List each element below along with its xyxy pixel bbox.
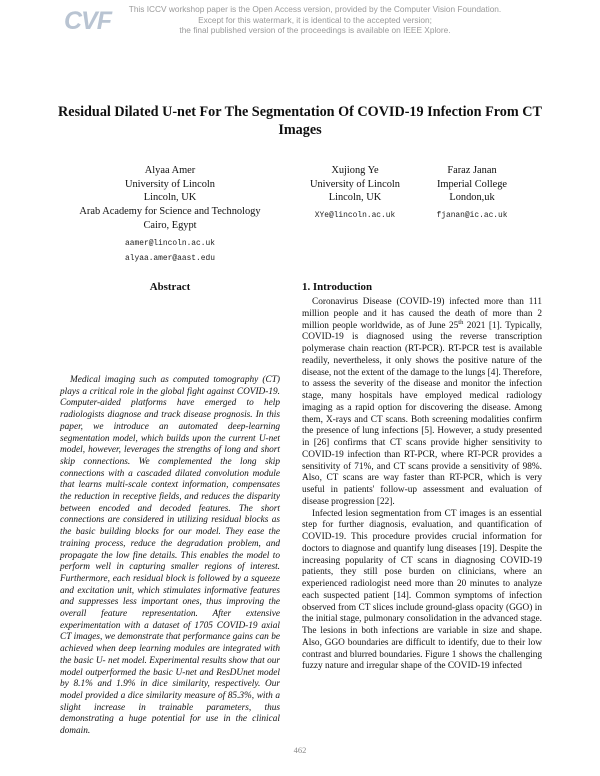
author-block xyxy=(60,164,280,266)
ordinal-suffix: th xyxy=(458,318,464,326)
paragraph-text: 2021 [1]. Typically, COVID-19 is diagnosed using the reverse transcription polymerase chain reaction (RT-PCR). RT-PCR test is available readily, nevertheless, it only shows the positive nature of the disease, not the extent of the damage to the lungs [4]. Therefore, to assess the severity of the disease and monitor the infection stage, many hospitals have employed medical radiology imaging as a rapid option for discovering the disease. Among them, X-rays and CT scans. Both screening modalities confirm the presence of lung infections [5]. However, a study presented in [26] confirms that CT scans provide higher sensitivity to COVID-19 infection than RT-PCR, where RT-PCR provides a sensitivity of 71%, and CT scans provide a sensitivity of 98%. Also, CT scans are way faster than RT-PCR, which is very useful in patients' follow-up assessment and evaluation of disease progression [22]. xyxy=(302,320,542,507)
paper-title: Residual Dilated U-net For The Segmentation Of COVID-19 Infection From CT Images xyxy=(58,104,542,138)
author-name: Faraz Janan xyxy=(447,165,497,176)
author-name: Alyaa Amer xyxy=(144,165,196,176)
open-access-notice xyxy=(120,4,510,36)
cvf-logo: CVF xyxy=(64,7,111,35)
author-affiliation: London,uk xyxy=(449,192,495,204)
body-paragraph: Infected lesion segmentation from CT images is an essential step for further diagnosis, evaluation, and quantification of COVID-19. This procedure provides crucial information for doctors to diagnose and quantify lung diseases [19]. Despite the increasing popularity of CT scans in diagnosing COVID-19 patients, they still pose burden on clinicians, where an experienced radiologist need more than 20 minutes to analyze each suspected patient [14]. Common symptoms of infection observed from CT slices include ground-glass opacity (GGO) in the initial stage, pulmonary consolidation in the advanced stage. The lesions in both infections are variable in size and shape. Also, GGO boundaries are difficult to identify, due to their low contrast and blurred boundaries. Figure 1 shows the challenging fuzzy nature and irregular shape of the COVID-19 infected xyxy=(302,508,542,672)
notice-line: This ICCV workshop paper is the Open Access version, provided by the Computer Vision Foundation. xyxy=(128,4,502,14)
author-affiliation: Lincoln, UK xyxy=(328,192,382,204)
author-block xyxy=(290,164,420,223)
author-affiliation: University of Lincoln xyxy=(309,178,401,190)
abstract-text: Medical imaging such as computed tomography (CT) plays a critical role in the global fight against COVID-19. Computer-aided platforms have emerged to help radiologists diagnose and track disease prognosis. In this paper, we introduce an automated deep-learning segmentation model, which builds upon the current U-net model, however, leverages the strengths of long and short skip connections. We complemented the long skip connections with a cascaded dilated convolution module that learns multi-scale context information, compensates the reduction in receptive fields, and reduces the disparity between encoded and decoded features. The short connections are considered in utilizing residual blocks as the basic building blocks for our model. They ease the training process, reduce the degradation problem, and propagate the low fine details. This enables the model to perform well in capturing smaller regions of interest. Furthermore, each residual block is followed by a squeeze and excitation unit, which stimulates informative features and suppresses less important ones, thus improving the overall feature representation. After extensive experimentation with a dataset of 1705 COVID-19 axial CT images, we demonstrate that performance gains can be achieved when deep learning modules are integrated with the basic U- net model. Experimental results show that our model outperformed the basic U-net and ResDUnet model by 8.1% and 1.9% in dice similarity, respectively. Our model provided a dice similarity measure of 85.3%, with a slight increase in trainable parameters, thus demonstrating a huge potential for use in the clinical domain. xyxy=(60,375,280,737)
paragraph-text: Coronavirus Disease (COVID-19) infected more than 111 million people and it has caused the death of more than 2 million people worldwide, as of June 25 xyxy=(302,297,542,331)
page-number: 462 xyxy=(293,745,307,755)
author-email[interactable]: alyaa.amer@aast.edu xyxy=(125,253,215,263)
author-affiliation: Imperial College xyxy=(436,178,508,190)
author-affiliation: Cairo, Egypt xyxy=(143,219,197,231)
author-affiliation: University of Lincoln xyxy=(124,178,216,190)
author-email[interactable]: fjanan@ic.ac.uk xyxy=(436,211,508,221)
author-affiliation: Lincoln, UK xyxy=(143,192,197,204)
author-affiliation: Arab Academy for Science and Technology xyxy=(79,206,261,218)
author-email[interactable]: aamer@lincoln.ac.uk xyxy=(125,238,215,248)
author-name: Xujiong Ye xyxy=(331,165,379,176)
abstract-heading: Abstract xyxy=(149,281,191,293)
introduction-body xyxy=(302,297,542,673)
body-paragraph xyxy=(302,297,542,509)
notice-line: Except for this watermark, it is identical to the accepted version; xyxy=(198,14,432,25)
author-email[interactable]: XYe@lincoln.ac.uk xyxy=(314,211,396,221)
notice-line: the final published version of the proceedings is available on IEEE Xplore. xyxy=(179,25,451,35)
introduction-heading: 1. Introduction xyxy=(302,281,372,293)
author-block xyxy=(412,164,532,223)
